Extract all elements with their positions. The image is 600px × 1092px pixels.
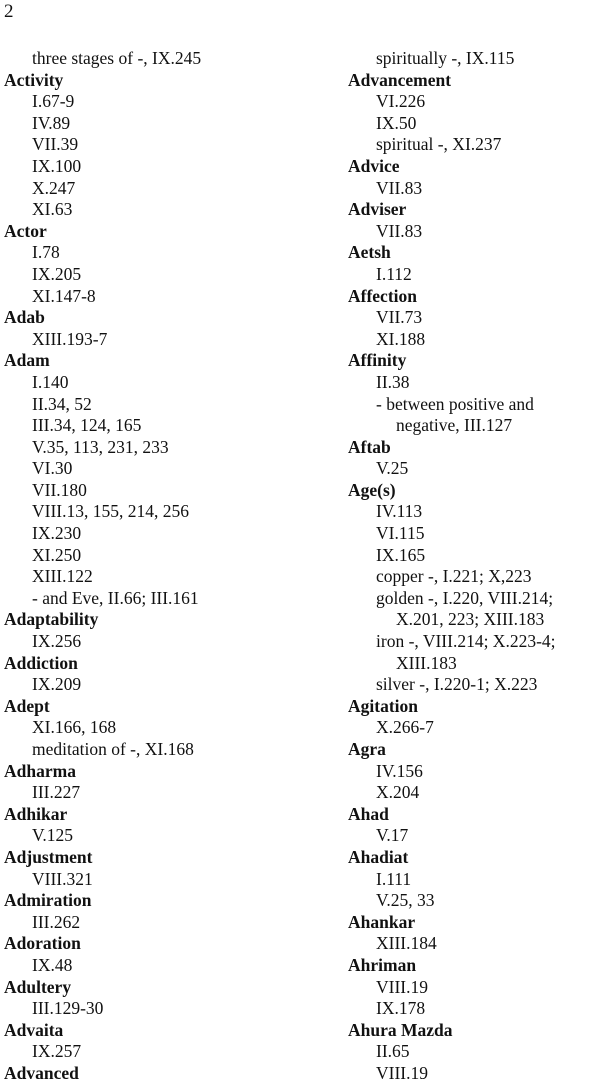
index-heading: Ahura Mazda [348,1019,453,1040]
index-column-right [348,48,600,1085]
index-subentry: VII.39 [32,134,79,155]
index-subentry: IX.50 [376,112,417,133]
index-subentry: II.38 [376,371,410,392]
index-subentry: IX.209 [32,674,82,695]
index-subentry: XIII.122 [32,566,93,587]
index-subentry: V.25 [376,458,409,479]
index-subentry: X.266-7 [376,717,434,738]
index-subentry: VII.73 [376,307,423,328]
index-heading: Actor [4,220,47,241]
index-heading: Adhikar [4,803,68,824]
index-subentry: IX.100 [32,155,82,176]
index-subentry: I.78 [32,242,60,263]
index-subentry: VII.83 [376,220,423,241]
index-subentry: silver -, I.220-1; X.223 [376,674,538,695]
index-subentry: VIII.19 [376,976,428,997]
index-subentry: XI.63 [32,199,73,220]
index-subentry: XI.147-8 [32,285,96,306]
index-subentry: VIII.19 [376,1062,428,1083]
index-subentry: IV.113 [376,501,423,522]
index-subentry: IX.205 [32,263,82,284]
index-subentry: IX.230 [32,523,82,544]
index-subentry: V.17 [376,825,409,846]
index-subentry: X.204 [376,782,420,803]
index-subentry: VI.115 [376,523,425,544]
index-heading: Adharma [4,760,76,781]
index-continuation: X.201, 223; XIII.183 [396,609,545,630]
index-subentry: iron -, VIII.214; X.223-4; [376,631,556,652]
index-subentry: - between positive and [376,393,534,414]
index-heading: Agra [348,739,386,759]
index-subentry: IX.48 [32,954,73,975]
index-heading: Affinity [348,350,407,371]
index-heading: Adept [4,695,50,716]
index-heading: Adaptability [4,609,99,630]
index-subentry: I.67-9 [32,91,75,112]
index-subentry: IX.178 [376,998,426,1019]
index-heading: Admiration [4,890,92,911]
index-subentry: spiritually -, IX.115 [376,48,515,68]
index-subentry: III.227 [32,782,81,803]
index-subentry: IX.165 [376,544,426,565]
index-subentry: meditation of -, XI.168 [32,739,194,759]
index-subentry: V.25, 33 [376,890,435,911]
index-heading: Aftab [348,436,391,457]
index-subentry: VII.83 [376,177,423,198]
index-subentry: II.65 [376,1041,410,1062]
index-subentry: XIII.193-7 [32,328,108,349]
index-heading: Adjustment [4,846,93,867]
index-subentry: V.35, 113, 231, 233 [32,436,169,457]
index-heading: Affection [348,285,418,306]
index-subentry: I.112 [376,263,412,284]
index-subentry: I.111 [376,868,412,889]
index-continuation: negative, III.127 [396,415,513,436]
index-heading: Ahad [348,803,389,824]
index-subentry: golden -, I.220, VIII.214; [376,587,554,608]
index-heading: Adviser [348,199,407,220]
index-subentry: IX.257 [32,1041,82,1062]
index-column-left [4,48,304,1085]
index-heading: Ahadiat [348,846,409,867]
index-subentry: IV.156 [376,760,423,781]
index-heading: Ahankar [348,911,416,932]
index-subentry: VIII.13, 155, 214, 256 [32,501,189,522]
index-subentry: III.34, 124, 165 [32,415,142,436]
index-heading: Ahriman [348,954,417,975]
index-heading: Advanced [4,1062,79,1083]
index-heading: Agitation [348,695,418,716]
index-subentry: IX.256 [32,631,82,652]
index-heading: Adultery [4,976,72,997]
index-heading: Advancement [348,69,452,90]
index-subentry: spiritual -, XI.237 [376,134,502,155]
index-subentry: three stages of -, IX.245 [32,48,202,68]
index-subentry: copper -, I.221; X,223 [376,566,532,587]
index-heading: Adab [4,307,45,328]
index-subentry: I.140 [32,371,69,392]
index-subentry: X.247 [32,177,76,198]
index-heading: Adoration [4,933,81,954]
index-subentry: XI.166, 168 [32,717,117,738]
index-subentry: XIII.184 [376,933,437,954]
index-subentry: V.125 [32,825,74,846]
index-subentry: - and Eve, II.66; III.161 [32,587,199,608]
index-heading: Advice [348,155,400,176]
index-heading: Advaita [4,1019,64,1040]
index-heading: Addiction [4,652,78,673]
index-subentry: III.129-30 [32,998,104,1019]
index-heading: Age(s) [348,479,396,500]
index-continuation: XIII.183 [396,652,457,673]
index-subentry: III.262 [32,911,81,932]
index-heading: Adam [4,350,50,371]
index-subentry: VII.180 [32,479,87,500]
index-subentry: II.34, 52 [32,393,92,414]
page-number: 2 [4,1,14,22]
index-subentry: XI.250 [32,544,82,565]
index-subentry: VI.226 [376,91,426,112]
index-heading: Aetsh [348,242,391,263]
index-subentry: VI.30 [32,458,73,479]
index-subentry: VIII.321 [32,868,93,889]
index-subentry: XI.188 [376,328,426,349]
index-heading: Activity [4,69,64,90]
index-subentry: IV.89 [32,112,71,133]
